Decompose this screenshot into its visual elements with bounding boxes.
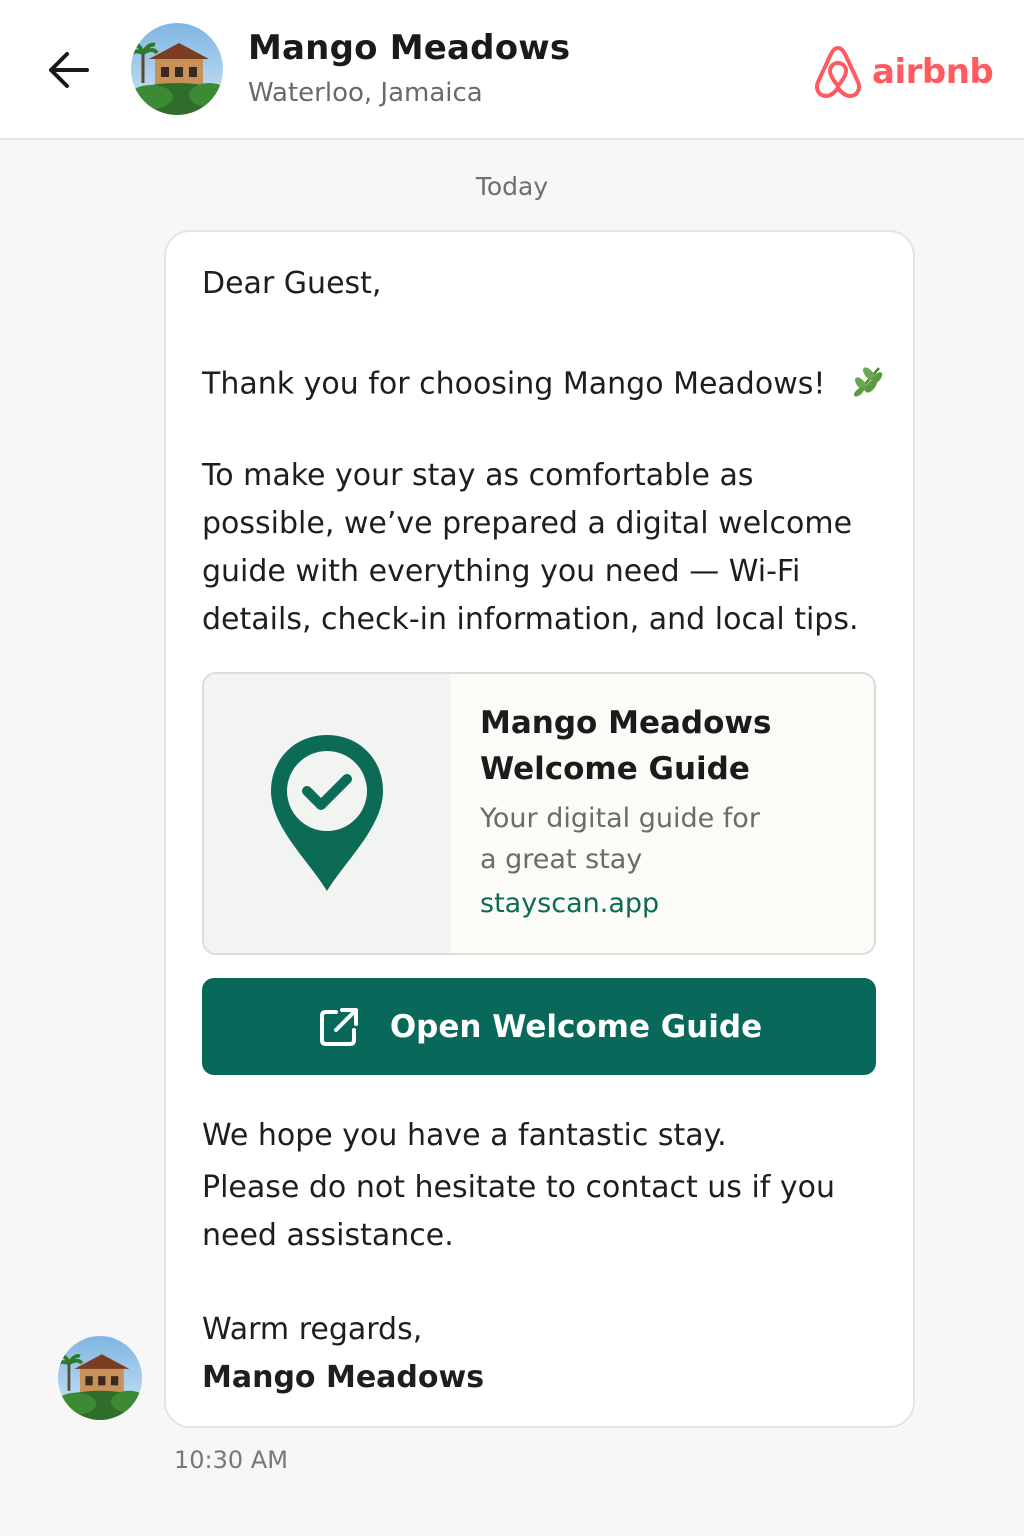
message-bubble (164, 230, 915, 1428)
guide-card-thumbnail (204, 674, 450, 953)
message-thanks (202, 362, 887, 408)
host-name: Mango Meadows (248, 28, 571, 68)
guide-card-link[interactable]: stayscan.app (480, 888, 660, 919)
sender-avatar[interactable] (58, 1336, 142, 1420)
arrow-left-icon (45, 50, 91, 90)
host-location: Waterloo, Jamaica (248, 78, 483, 108)
leaf-icon (849, 362, 887, 408)
message-intro: To make your stay as comfortable as possible, we’ve prepared a digital welcome guide with everything you need — Wi-Fi details, check-in information, and local tips. (202, 458, 859, 637)
message-timestamp: 10:30 AM (174, 1446, 288, 1474)
open-welcome-guide-button[interactable] (202, 978, 876, 1075)
location-check-icon (265, 731, 389, 897)
chat-header (0, 0, 1024, 140)
message-signoff: Warm regards, (202, 1312, 423, 1347)
message-closing-2: Please do not hesitate to contact us if you need assistance. (202, 1170, 836, 1253)
message-signature: Mango Meadows (202, 1360, 485, 1395)
external-link-icon (316, 1004, 362, 1050)
message-closing-1: We hope you have a fantastic stay. (202, 1118, 727, 1153)
host-avatar[interactable] (131, 23, 223, 115)
airbnb-logo[interactable] (812, 42, 993, 102)
day-separator: Today (475, 172, 549, 201)
open-welcome-guide-label: Open Welcome Guide (389, 1008, 763, 1045)
message-thanks-text: Thank you for choosing Mango Meadows! (202, 366, 826, 402)
airbnb-wordmark: airbnb (872, 52, 994, 92)
message-greeting: Dear Guest, (202, 266, 382, 301)
guide-card-title: Mango Meadows Welcome Guide (480, 705, 772, 787)
welcome-guide-card[interactable] (202, 672, 876, 955)
back-button[interactable] (40, 42, 96, 98)
guide-card-description: Your digital guide for a great stay (480, 803, 760, 875)
airbnb-logo-icon (812, 44, 864, 100)
